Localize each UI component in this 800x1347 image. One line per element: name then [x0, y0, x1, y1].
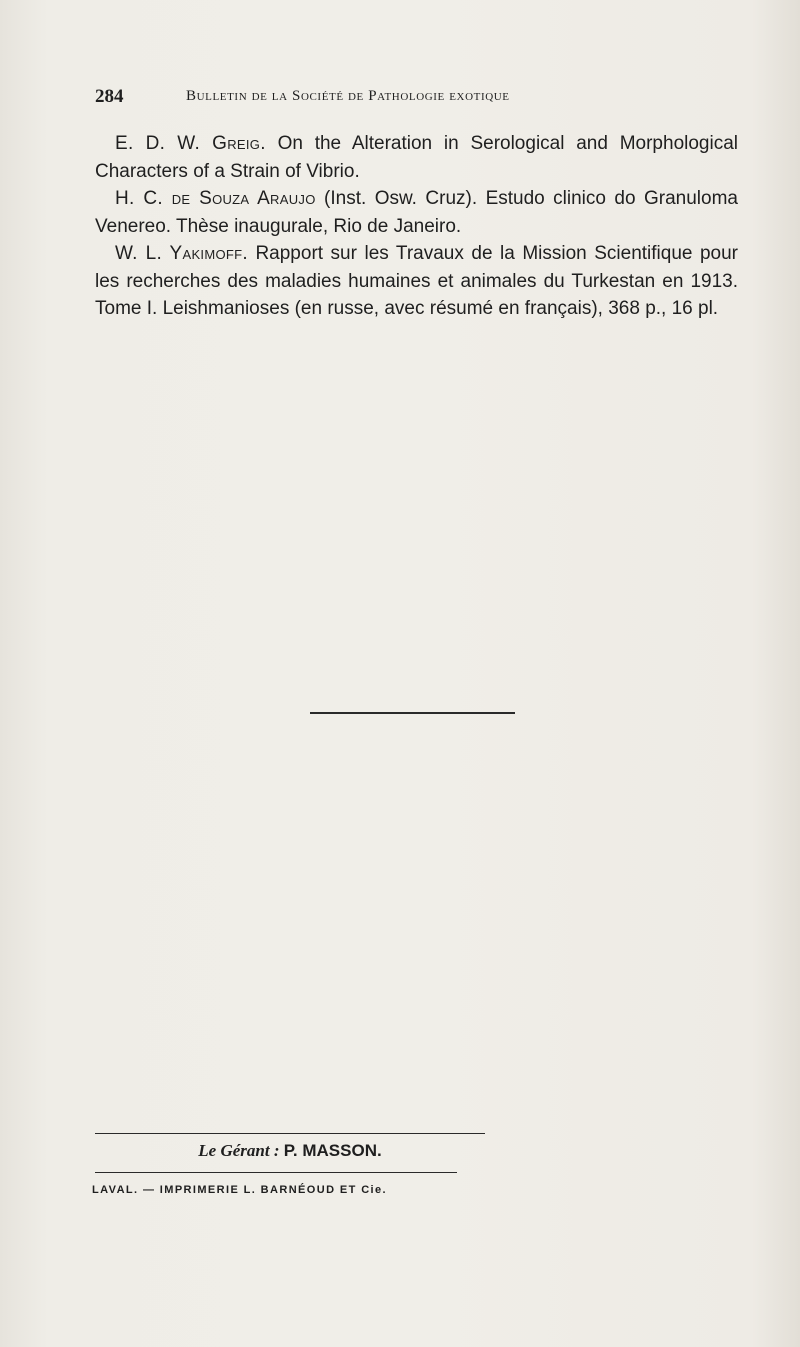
bibliography-entry [95, 240, 738, 323]
entry-author: H. C. de Souza Araujo [115, 188, 316, 209]
section-divider [310, 712, 515, 714]
gerant-name: P. MASSON. [283, 1141, 382, 1160]
bibliography-entry [95, 130, 738, 185]
footer-rule-top [95, 1133, 485, 1134]
entry-text: (Inst. Osw. Cruz). Estudo clinico do Granuloma Venereo. Thèse inaugurale, Rio de Janeiro. [95, 188, 738, 237]
entry-text: On the Alteration in Serological and Morphological Characters of a Strain of Vibrio. [95, 133, 738, 182]
gerant-label: Le Gérant : [198, 1141, 280, 1160]
entry-author: W. L. Yakimoff. [115, 243, 248, 264]
gerant-line [95, 1141, 485, 1161]
running-title: Bulletin de la Société de Pathologie exotique [186, 88, 510, 104]
printer-imprint: LAVAL. — IMPRIMERIE L. BARNÉOUD ET Cie. [92, 1184, 387, 1196]
entry-author: E. D. W. Greig. [115, 133, 266, 154]
bibliography-list [95, 130, 738, 323]
page-number: 284 [95, 86, 124, 107]
footer-rule-bottom [95, 1172, 457, 1173]
bibliography-entry [95, 185, 738, 240]
page-header [95, 86, 695, 110]
entry-text: Rapport sur les Travaux de la Mission Scientifique pour les recherches des maladies humaines et animales du Turkestan en 1913. Tome I. Leishmanioses (en russe, avec résumé en français), 368 p., 16 pl. [95, 243, 739, 319]
